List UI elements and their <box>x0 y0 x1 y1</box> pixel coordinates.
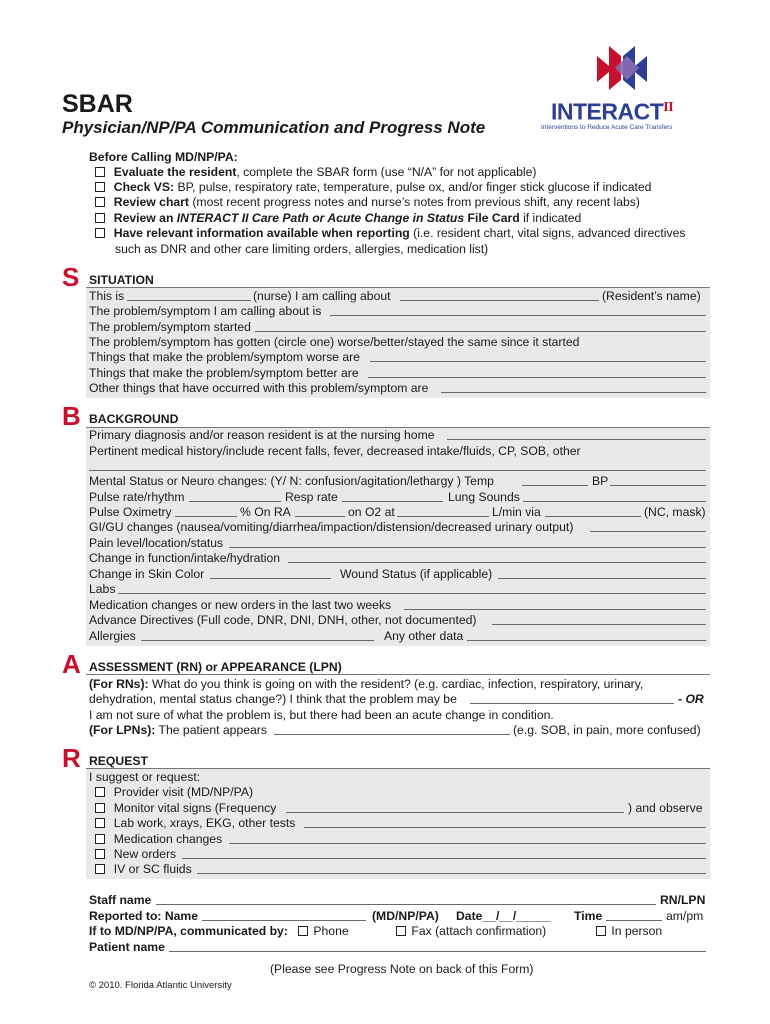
logo-suffix: II <box>663 100 674 115</box>
before-item-5: Have relevant information available when reporting (i.e. resident chart, vital signs, advanced directives <box>95 226 685 241</box>
before-item-1: Evaluate the resident, complete the SBAR form (use “N/A” for not applicable) <box>95 165 536 180</box>
patient-name-field[interactable] <box>169 951 706 952</box>
reported-name-field[interactable] <box>202 920 366 921</box>
bg-function: Change in function/intake/hydration <box>89 551 281 565</box>
before-item-2: Check VS: BP, pulse, respiratory rate, temperature, pulse ox, and/or finger stick glucose if indicated <box>95 180 651 195</box>
background-letter: B <box>62 401 81 431</box>
req-item-orders: New orders <box>95 847 176 862</box>
as-or: - OR <box>678 692 704 706</box>
patient-appears-field[interactable] <box>274 734 510 735</box>
function-field[interactable] <box>288 562 706 563</box>
med-changes-field[interactable] <box>229 843 706 844</box>
bg-resp-rate: Resp rate <box>285 490 338 504</box>
bg-labs: Labs <box>89 582 116 596</box>
bg-allergies: Allergies <box>89 629 136 643</box>
medication-field[interactable] <box>404 609 706 610</box>
time-field[interactable] <box>606 920 662 921</box>
logo-word: INTERACT <box>551 98 664 125</box>
pulse-rate-field[interactable] <box>189 501 281 502</box>
req-item-lab: Lab work, xrays, EKG, other tests <box>95 816 295 831</box>
frequency-field[interactable] <box>286 812 624 813</box>
bg-pain: Pain level/location/status <box>89 536 224 550</box>
interact-logo <box>541 40 705 140</box>
bg-gigu: GI/GU changes (nausea/vomiting/diarrhea/impaction/distension/decreased urinary output) <box>89 520 574 534</box>
problem-field[interactable] <box>330 315 706 316</box>
before-item-3: Review chart (most recent progress notes and nurse’s notes from previous shift, any recent labs) <box>95 195 640 210</box>
time-label: Time <box>574 909 603 923</box>
phone-option[interactable]: Phone <box>298 924 349 939</box>
situation-letter: S <box>62 262 80 292</box>
section-rule <box>86 674 710 675</box>
checkbox-icon[interactable] <box>95 167 105 177</box>
lmin-field[interactable] <box>545 516 641 517</box>
fax-option[interactable]: Fax (attach confirmation) <box>396 924 546 939</box>
request-letter: R <box>62 743 81 773</box>
date-label[interactable]: Date__/__/_____ <box>456 909 551 923</box>
lung-sounds-field[interactable] <box>523 501 706 502</box>
assessment-title: ASSESSMENT (RN) or APPEARANCE (LPN) <box>89 660 342 674</box>
labs-field[interactable] <box>118 593 706 594</box>
background-title: BACKGROUND <box>89 412 179 426</box>
bg-mental-status: Mental Status or Neuro changes: (Y/ N: confusion/agitation/lethargy ) Temp <box>89 474 494 488</box>
allergies-field[interactable] <box>141 640 374 641</box>
sit-calling-about: (nurse) I am calling about <box>253 289 391 303</box>
rn-lpn-label: RN/LPN <box>660 893 706 907</box>
as-not-sure: I am not sure of what the problem is, but there had been an acute change in condition. <box>89 708 554 722</box>
situation-title: SITUATION <box>89 273 154 287</box>
worse-field[interactable] <box>370 361 706 362</box>
bg-diagnosis: Primary diagnosis and/or reason resident is at the nursing home <box>89 428 435 442</box>
as-eg: (e.g. SOB, in pain, more confused) <box>513 723 701 737</box>
history-field[interactable] <box>89 470 706 471</box>
checkbox-icon[interactable] <box>95 197 105 207</box>
checkbox-icon[interactable] <box>396 926 406 936</box>
checkbox-icon[interactable] <box>95 834 105 844</box>
lab-field[interactable] <box>304 827 706 828</box>
sit-better: Things that make the problem/symptom better are <box>89 366 359 380</box>
diagnosis-field[interactable] <box>447 439 706 440</box>
sit-worse: Things that make the problem/symptom worse are <box>89 350 360 364</box>
bg-medication: Medication changes or new orders in the last two weeks <box>89 598 392 612</box>
checkbox-icon[interactable] <box>596 926 606 936</box>
as-rn-line: (For RNs): What do you think is going on with the resident? (e.g. cardiac, infection, respiratory, urinary, <box>89 677 644 691</box>
checkbox-icon[interactable] <box>95 849 105 859</box>
other-field[interactable] <box>441 392 706 393</box>
sit-resident-name: (Resident’s name) <box>602 289 701 303</box>
form-title: SBAR <box>62 90 133 118</box>
bg-lmin: L/min via <box>492 505 541 519</box>
checkbox-icon[interactable] <box>298 926 308 936</box>
before-calling-heading: Before Calling MD/NP/PA: <box>89 150 238 164</box>
req-item-vitals: Monitor vital signs (Frequency <box>95 801 276 816</box>
before-item-5-cont: such as DNR and other care limiting orders, allergies, medication list) <box>115 242 489 256</box>
as-lpn-line: (For LPNs): The patient appears <box>89 723 267 737</box>
nurse-name-field[interactable] <box>127 300 251 301</box>
bg-on-o2: on O2 at <box>348 505 395 519</box>
req-item-provider: Provider visit (MD/NP/PA) <box>95 785 253 800</box>
bg-pulse-rate: Pulse rate/rhythm <box>89 490 185 504</box>
on-ra-field[interactable] <box>295 516 345 517</box>
checkbox-icon[interactable] <box>95 787 105 797</box>
patient-name-label: Patient name <box>89 940 165 954</box>
bg-pulse-ox: Pulse Oximetry <box>89 505 172 519</box>
pulse-ox-field[interactable] <box>175 516 237 517</box>
in-person-option[interactable]: In person <box>596 924 662 939</box>
started-field[interactable] <box>255 331 706 332</box>
am-pm-label: am/pm <box>666 909 704 923</box>
section-rule <box>86 768 710 769</box>
gigu-field[interactable] <box>590 531 706 532</box>
interact-logo-icon <box>587 42 657 102</box>
staff-name-field[interactable] <box>156 904 656 905</box>
checkbox-icon[interactable] <box>95 182 105 192</box>
resp-rate-field[interactable] <box>342 501 443 502</box>
bg-lung-sounds: Lung Sounds <box>448 490 520 504</box>
iv-field[interactable] <box>197 873 706 874</box>
bg-skin-color: Change in Skin Color <box>89 567 205 581</box>
as-dehydration: dehydration, mental status change?) I think that the problem may be <box>89 692 457 706</box>
bp-field[interactable] <box>610 485 706 486</box>
reported-to-label: Reported to: Name <box>89 909 199 923</box>
req-item-iv: IV or SC fluids <box>95 862 192 877</box>
sit-gotten: The problem/symptom has gotten (circle one) worse/better/stayed the same since it started <box>89 335 580 349</box>
sit-other: Other things that have occurred with this problem/symptom are <box>89 381 429 395</box>
progress-note-reminder: (Please see Progress Note on back of this Form) <box>270 962 534 976</box>
checkbox-icon[interactable] <box>95 213 105 223</box>
md-np-pa-label: (MD/NP/PA) <box>372 909 439 923</box>
assessment-letter: A <box>62 649 81 679</box>
communicated-label: If to MD/NP/PA, communicated by: <box>89 924 288 938</box>
request-title: REQUEST <box>89 754 148 768</box>
skin-color-field[interactable] <box>210 578 331 579</box>
pain-field[interactable] <box>229 547 706 548</box>
wound-field[interactable] <box>498 578 706 579</box>
bg-advance-directives: Advance Directives (Full code, DNR, DNI, DNH, other, not documented) <box>89 613 477 627</box>
bg-any-other: Any other data <box>384 629 464 643</box>
new-orders-field[interactable] <box>182 858 706 859</box>
advance-directives-field[interactable] <box>492 624 706 625</box>
problem-may-be-field[interactable] <box>470 703 674 704</box>
copyright: © 2010. Florida Atlantic University <box>89 980 232 991</box>
form-subtitle: Physician/NP/PA Communication and Progress Note <box>62 118 486 137</box>
req-item-med: Medication changes <box>95 832 222 847</box>
sit-started: The problem/symptom started <box>89 320 251 334</box>
staff-name-label: Staff name <box>89 893 152 907</box>
o2-field[interactable] <box>397 516 489 517</box>
any-other-field[interactable] <box>467 640 706 641</box>
better-field[interactable] <box>368 377 706 378</box>
section-rule <box>86 287 710 288</box>
bg-wound: Wound Status (if applicable) <box>340 567 493 581</box>
checkbox-icon[interactable] <box>95 864 105 874</box>
sit-problem: The problem/symptom I am calling about is <box>89 304 322 318</box>
bg-bp: BP <box>592 474 609 488</box>
resident-name-field[interactable] <box>400 300 599 301</box>
bg-history: Pertinent medical history/include recent falls, fever, decreased intake/fluids, CP, SOB, other <box>89 444 581 458</box>
bg-nc-mask: (NC, mask) <box>644 505 706 519</box>
checkbox-icon[interactable] <box>95 818 105 828</box>
temp-field[interactable] <box>522 485 588 486</box>
logo-tagline: Interventions to Reduce Acute Care Transfers <box>541 124 673 131</box>
req-intro: I suggest or request: <box>89 770 201 784</box>
bg-on-ra: % On RA <box>240 505 291 519</box>
req-observe: ) and observe <box>628 801 703 815</box>
sit-this-is: This is <box>89 289 125 303</box>
before-item-4: Review an INTERACT II Care Path or Acute Change in Status File Card if indicated <box>95 211 581 226</box>
checkbox-icon[interactable] <box>95 803 105 813</box>
checkbox-icon[interactable] <box>95 228 105 238</box>
